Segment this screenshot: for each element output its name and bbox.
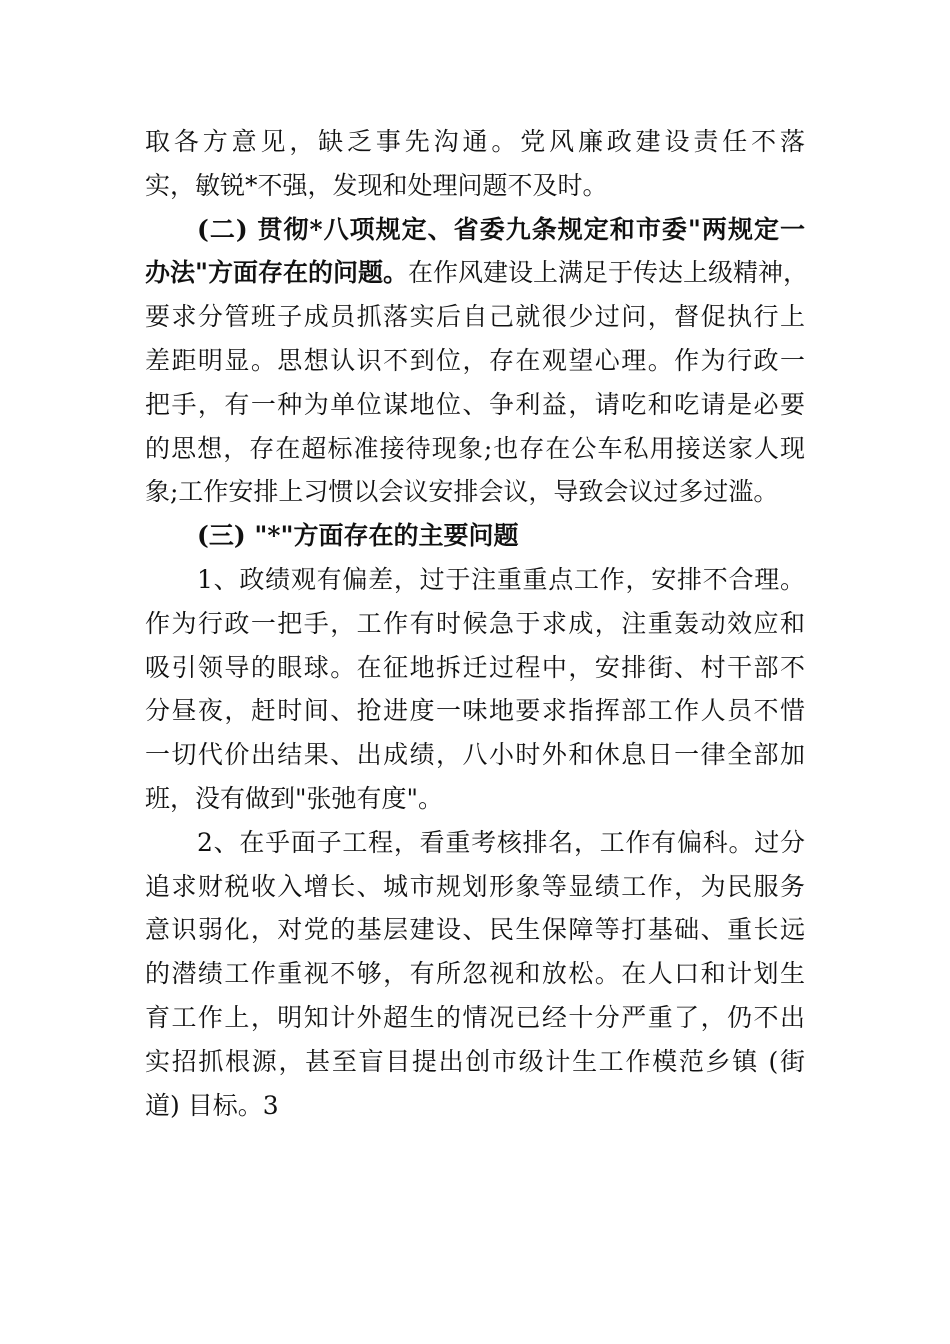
- section-heading-2-continued: 办法"方面存在的问题。: [145, 258, 409, 288]
- text-line: 意识弱化，对党的基层建设、民生保障等打基础、重长远: [145, 915, 805, 945]
- text-line: 一切代价出结果、出成绩，八小时外和休息日一律全部加: [145, 740, 805, 770]
- text-line: 把手，有一种为单位谋地位、争利益，请吃和吃请是必要: [145, 389, 805, 419]
- text-line: 分昼夜，赶时间、抢进度一味地要求指挥部工作人员不惜: [145, 696, 805, 726]
- text-line: 班，没有做到"张弛有度"。: [145, 783, 443, 813]
- text-line: 的思想，存在超标准接待现象;也存在公车私用接送家人现: [145, 433, 805, 463]
- text-line: 取各方意见，缺乏事先沟通。党风廉政建设责任不落: [145, 127, 805, 156]
- text-line: 道) 目标。3: [145, 1090, 279, 1120]
- text-line: 追求财税收入增长、城市规划形象等显绩工作，为民服务: [145, 871, 805, 901]
- text-line: 象;工作安排上习惯以会议安排会议，导致会议过多过滥。: [145, 477, 779, 507]
- text-line: 实，敏锐*不强，发现和处理问题不及时。: [145, 170, 608, 200]
- section-heading-2: (二) 贯彻*八项规定、省委九条规定和市委"两规定一: [197, 214, 805, 244]
- body-text: [145, 120, 809, 1127]
- text-line: 吸引领导的眼球。在征地拆迁过程中，安排街、村干部不: [145, 652, 805, 682]
- text-line: 育工作上，明知计外超生的情况已经十分严重了，仍不出: [145, 1002, 805, 1032]
- text-line: [145, 251, 809, 295]
- text-span: 在作风建设上满足于传达上级精神，: [408, 258, 809, 288]
- text-line: 作为行政一把手，工作有时候急于求成，注重轰动效应和: [145, 608, 805, 638]
- text-line: 1、政绩观有偏差，过于注重重点工作，安排不合理。: [197, 564, 805, 594]
- text-line: 要求分管班子成员抓落实后自己就很少过问，督促执行上: [145, 302, 805, 332]
- text-line: 的潜绩工作重视不够，有所忽视和放松。在人口和计划生: [145, 959, 805, 989]
- text-line: 实招抓根源，甚至盲目提出创市级计生工作模范乡镇 (街: [145, 1046, 805, 1076]
- text-line: 差距明显。思想认识不到位，存在观望心理。作为行政一: [145, 345, 805, 375]
- text-line: 2、在乎面子工程，看重考核排名，工作有偏科。过分: [197, 827, 805, 857]
- section-heading-3: (三) "*"方面存在的主要问题: [197, 521, 519, 551]
